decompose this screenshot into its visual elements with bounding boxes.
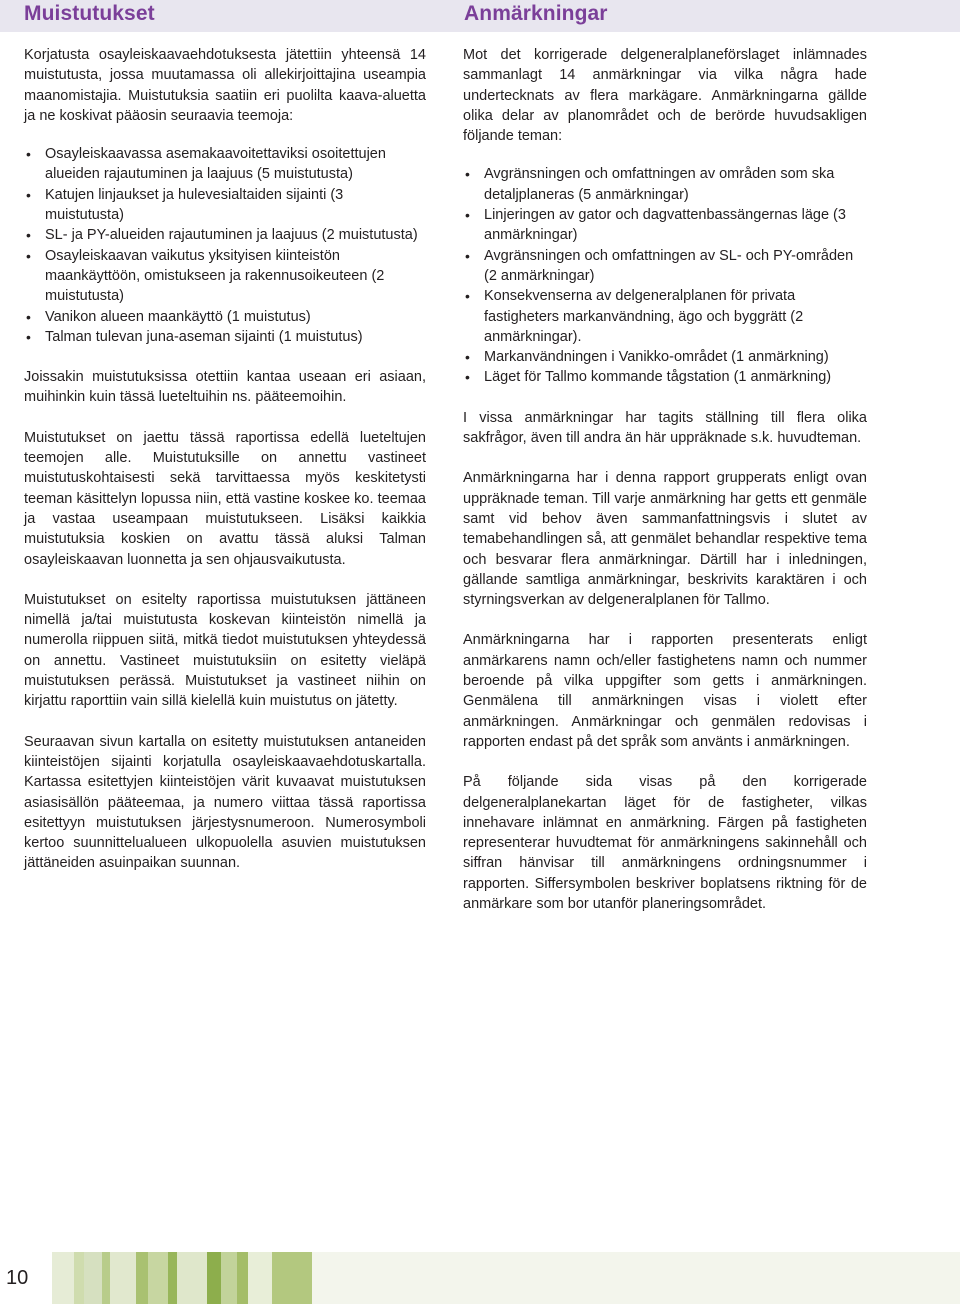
footer-stripe — [237, 1252, 248, 1304]
footer-stripe — [84, 1252, 102, 1304]
footer-stripe — [207, 1252, 221, 1304]
swedish-theme-list — [463, 164, 867, 387]
finnish-heading: Muistutukset — [24, 2, 155, 25]
footer-stripe — [102, 1252, 110, 1304]
swedish-paragraph: På följande sida visas på den korrigerade delgeneralplanekartan läget för de fastigheter, vilkas innehavare inlämnat en anmärkning. Färgen på fastigheten representerar huvudtemat för anmärkningens sakinnehåll och siffran hänvisar till anmärkningens ordningsnummer i rapporten. Siffersymbolen beskriver boplatsens riktning för de anmärkare som bor utanför planeringsområdet. — [463, 774, 867, 912]
list-item: • Konsekvenserna av delgeneralplanen för privata fastigheters markanvändning, ägo och byggrätt (2 anmärkningar). — [465, 288, 804, 345]
footer-stripe — [148, 1252, 168, 1304]
list-item: • Läget för Tallmo kommande tågstation (1 anmärkning) — [465, 369, 832, 386]
footer-stripe — [168, 1252, 177, 1304]
swedish-column — [455, 0, 960, 912]
finnish-theme-list — [24, 144, 426, 347]
list-item: • Talman tulevan juna-aseman sijainti (1 muistutus) — [26, 328, 363, 345]
swedish-paragraph: Anmärkningarna har i rapporten presenterats enligt anmärkarens namn och/eller fastighetens namn och nummer beroende på vilka uppgifter som getts i anmärkningen. Genmälena till anmärkningen visas i violett efter anmärkningen. Anmärkningar och genmälen redovisas i rapporten endast på det språk som använts i anmärkningen. — [463, 632, 867, 750]
footer-stripe — [221, 1252, 237, 1304]
list-item: • Avgränsningen och omfattningen av SL- och PY-områden (2 anmärkningar) — [465, 247, 854, 284]
finnish-body — [24, 45, 426, 894]
finnish-column — [0, 0, 475, 872]
footer-stripe — [272, 1252, 312, 1304]
list-item: • Avgränsningen och omfattningen av områden som ska detaljplaneras (5 anmärkningar) — [465, 166, 835, 203]
footer-stripe — [74, 1252, 84, 1304]
finnish-paragraph: Joissakin muistutuksissa otettiin kantaa useaan eri asiaan, muihinkin kuin tässä lueteltuihin ns. pääteemoihin. — [24, 369, 426, 406]
footer-stripe — [248, 1252, 272, 1304]
page-number: 10 — [6, 1267, 29, 1289]
footer-stripe-bar — [52, 1252, 960, 1304]
list-item: • SL- ja PY-alueiden rajautuminen ja laajuus (2 muistutusta) — [26, 227, 418, 244]
list-item: • Vanikon alueen maankäyttö (1 muistutus) — [26, 308, 311, 325]
swedish-paragraph: I vissa anmärkningar har tagits ställning till flera olika sakfrågor, även till andra än här uppräknade s.k. huvudteman. — [463, 409, 867, 447]
list-item: • Linjeringen av gator och dagvattenbassängernas läge (3 anmärkningar) — [465, 207, 846, 244]
list-item: • Osayleiskaavan vaikutus yksityisen kiinteistön maankäyttöön, omistukseen ja rakennusoikeuteen (2 muistutusta) — [26, 247, 385, 305]
swedish-body — [463, 45, 867, 934]
finnish-intro: Korjatusta osayleiskaavaehdotuksesta jätettiin yhteensä 14 muistutusta, jossa muutamassa oli allekirjoittajina useampia maanomistajia. Muistutuksia saatiin eri puolilta kaava-aluetta ja ne koskivat pääosin seuraavia teemoja: — [24, 47, 426, 124]
finnish-paragraph: Muistutukset on esitelty raportissa muistutuksen jättäneen nimellä ja/tai muistutusta koskevan kiinteistön nimellä ja numerolla riippuen siitä, mitkä tiedot muistutuksen yhteydessä on annettu. Vastineet muistutuksiin on esitetty vieläpä muistutuksen perässä. Muistutukset ja vastineet niihin on kirjattu raporttiin vain sillä kielellä kuin muistutus on jätetty. — [24, 591, 426, 710]
footer-stripe — [110, 1252, 136, 1304]
footer-stripe — [177, 1252, 207, 1304]
list-item: • Osayleiskaavassa asemakaavoitettaviksi osoitettujen alueiden rajautuminen ja laajuus (5 muistutusta) — [26, 146, 386, 183]
footer-stripe — [52, 1252, 74, 1304]
swedish-intro: Mot det korrigerade delgeneralplaneförslaget inlämnades sammanlagt 14 anmärkningar via vilka några hade undertecknats av flera markägare. Anmärkningarna gällde olika delar av planområdet och de berörde huvudsakligen följande teman: — [463, 47, 867, 145]
list-item: • Katujen linjaukset ja hulevesialtaiden sijainti (3 muistutusta) — [26, 186, 344, 224]
finnish-paragraph: Muistutukset on jaettu tässä raportissa edellä lueteltujen teemojen alle. Muistutuksille on annettu vastineet muistutuskohtaisesti sekä tarvittaessa myös keskitetysti teeman käsittelyn lopussa niin, että vastine koskee ko. teemaa ja vastaa useampaan muistutukseen. Lisäksi kaikkia muistutuksia koskien on avattu tässä aluksi Talman osayleiskaavan luonnetta ja sen ohjausvaikutusta. — [24, 429, 426, 568]
list-item: • Markanvändningen i Vanikko-området (1 anmärkning) — [465, 349, 829, 366]
finnish-heading-band — [0, 0, 475, 32]
footer-stripe — [136, 1252, 148, 1304]
swedish-paragraph: Anmärkningarna har i denna rapport grupperats enligt ovan uppräknade teman. Till varje anmärkning har getts ett genmäle samt vid behov även sammanfattningsvis i slutet av temabehandlingen så, att genmälet behandlar respektive tema och besvarar flera anmärkningar. Därtill har i inledningen, gällande samtliga anmärkningar, beskrivits karaktären i och styrningsverkan av delgeneralplanen för Tallmo. — [463, 470, 867, 609]
footer-stripe — [312, 1252, 960, 1304]
finnish-paragraph: Seuraavan sivun kartalla on esitetty muistutuksen antaneiden kiinteistöjen sijainti korjatulla osayleiskaavaehdotuskartalla. Kartassa esitettyjen kiinteistöjen värit kuvaavat muistutuksen asiasisällön pääteemaa, ja numero viittaa tässä raportissa esitettyyn muistutuksen järjestysnumeroon. Numerosymboli kertoo suunnittelualueen ulkopuolella asuvien muistutuksen jättäneiden asuinpaikan suunnan. — [24, 733, 426, 872]
swedish-heading-band — [455, 0, 960, 32]
swedish-heading: Anmärkningar — [464, 2, 608, 25]
